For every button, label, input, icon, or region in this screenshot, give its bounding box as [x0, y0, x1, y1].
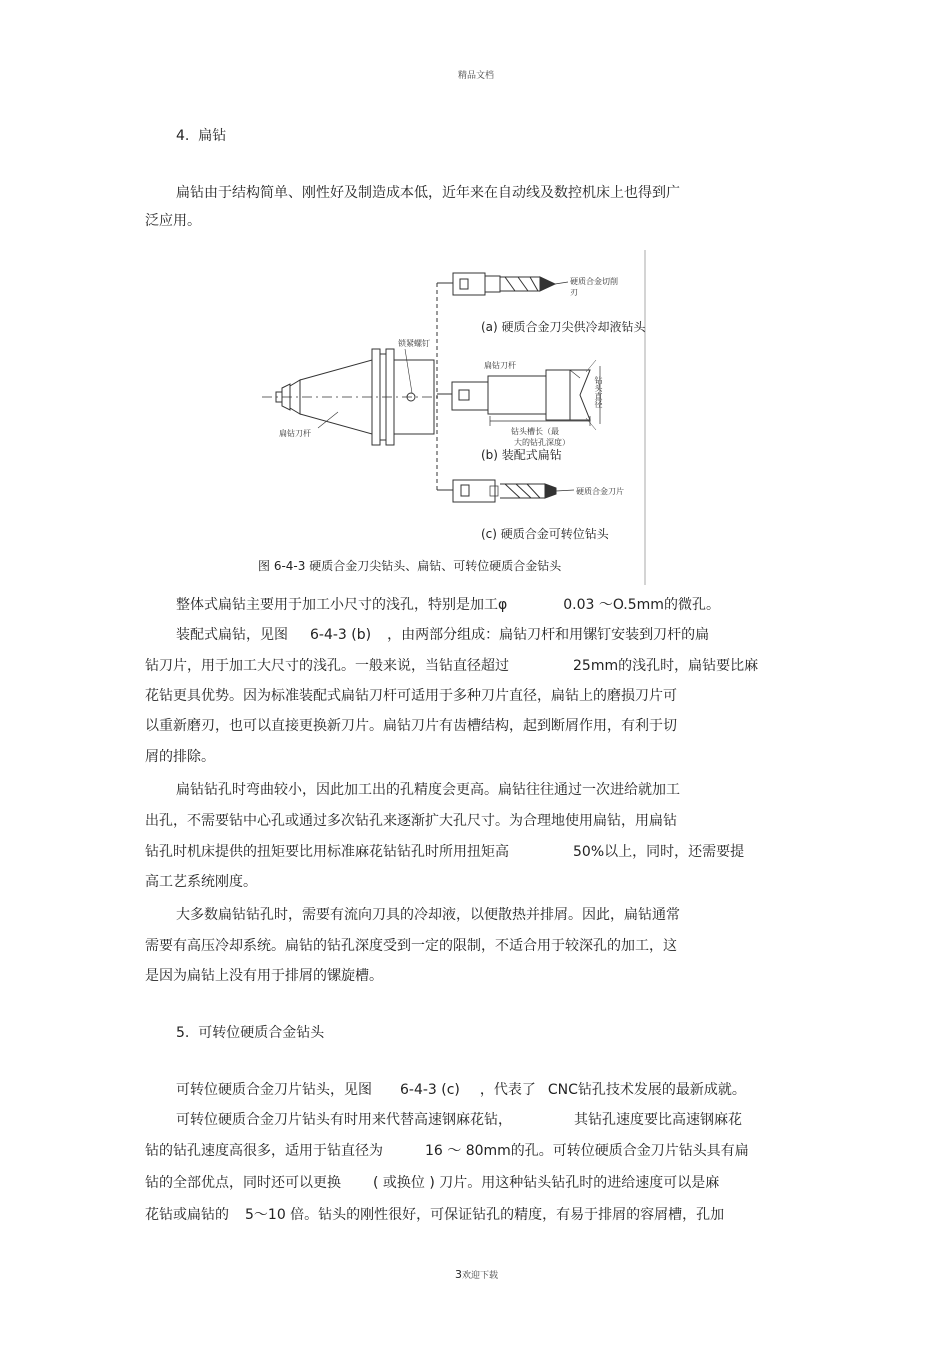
- para-1-text-b: 0.03 ～O.5mm的微孔。: [563, 597, 720, 613]
- para-6-line-4a: 花钻或扁钻的: [145, 1207, 229, 1223]
- para-1-line-1: [176, 595, 720, 615]
- label-locking-screw: 锁紧螺钉: [398, 339, 430, 348]
- para-6-line-3b: ( 或换位 ) 刀片。用这种钻头钻孔时的进给速度可以是麻: [373, 1175, 720, 1191]
- para-6-line-2a: 钻的钻孔速度高很多，适用于钻直径为: [145, 1143, 383, 1159]
- section-title: 扁钻: [198, 128, 227, 144]
- label-carbide-insert: 硬质合金刀片: [576, 487, 624, 496]
- para-4-line-1: 大多数扁钻钻孔时，需要有流向刀具的冷却液，以便散热并排屑。因此，扁钻通常: [176, 907, 680, 923]
- para-1-text-a: 整体式扁钻主要用于加工小尺寸的浅孔，特别是加工φ: [176, 597, 508, 613]
- drill-a-diagram: [453, 273, 568, 295]
- para-6-line-3a: 钻的全部优点，同时还可以更换: [145, 1175, 341, 1191]
- section-number: 5.: [176, 1025, 190, 1041]
- para-6-line-1: [176, 1110, 742, 1130]
- figure-caption: 图 6-4-3 硬质合金刀尖钻头、扁钻、可转位硬质合金钻头: [258, 559, 562, 573]
- para-3-line-3a: 钻孔时机床提供的扭矩要比用标准麻花钻钻孔时所用扭矩高: [145, 844, 509, 860]
- para-6-line-3: [145, 1173, 719, 1193]
- para-2-line-1: [176, 625, 709, 645]
- para-6-line-4: [145, 1205, 724, 1225]
- section-title: 可转位硬质合金钻头: [198, 1025, 325, 1041]
- section-5-heading: [176, 1023, 324, 1043]
- para-5-text-c: ，代表了: [479, 1082, 536, 1098]
- page-header: 精品文档: [458, 71, 495, 81]
- para-5-text-d: CNC钻孔技术发展的最新成就。: [547, 1082, 746, 1098]
- para-5-line-1: [176, 1080, 746, 1100]
- para-2-text-a: 装配式扁钻，见图: [176, 627, 288, 643]
- caption-b: (b) 装配式扁钻: [481, 448, 562, 462]
- para-3-line-1: 扁钻钻孔时弯曲较小，因此加工出的孔精度会更高。扁钻往往通过一次进给就加工: [176, 782, 680, 798]
- para-3-line-3b: 50%以上，同时，还需要提: [573, 844, 745, 860]
- para-5-text-a: 可转位硬质合金刀片钻头，见图: [176, 1082, 372, 1098]
- para-2-line-5: 屑的排除。: [145, 749, 215, 765]
- para-6-line-1b: 其钻孔速度要比高速钢麻花: [574, 1112, 742, 1128]
- caption-c: (c) 硬质合金可转位钻头: [481, 527, 609, 541]
- label-flat-drill-holder: 扁钻刀杆: [484, 361, 516, 370]
- para-4-line-2: 需要有高压冷却系统。扁钻的钻孔深度受到一定的限制，不适合用于较深孔的加工，这: [145, 938, 677, 954]
- para-6-line-2: [145, 1141, 749, 1161]
- para-3-line-2: 出孔，不需要钻中心孔或通过多次钻孔来逐渐扩大孔尺寸。为合理地使用扁钻，用扁钻: [145, 813, 677, 829]
- drill-b-diagram: [452, 360, 600, 430]
- para-2-line-2: [145, 656, 758, 676]
- label-flute-length-1: 钻头槽长（最: [511, 427, 559, 436]
- section-number: 4.: [176, 128, 190, 144]
- para-2-text-c: ，由两部分组成：扁钻刀杆和用镙钉安装到刀杆的扁: [387, 627, 710, 643]
- para-2-fig-ref: 6-4-3 (b): [310, 627, 372, 643]
- para-3-line-3: [145, 842, 744, 862]
- para-4-line-3: 是因为扁钻上没有用于排屑的镙旋槽。: [145, 968, 383, 984]
- para-5-fig-ref: 6-4-3 (c): [400, 1082, 460, 1098]
- label-carbide-tip-2: 刃: [570, 288, 578, 297]
- drill-c-diagram: [453, 480, 574, 502]
- page-number: 3: [455, 1268, 462, 1281]
- page-footer: [455, 1263, 498, 1282]
- para-6-line-2b: 16 ～ 80mm的孔。可转位硬质合金刀片钻头具有扁: [425, 1143, 749, 1159]
- intro-line-1: 扁钻由于结构简单、刚性好及制造成本低，近年来在自动线及数控机床上也得到广: [176, 185, 680, 201]
- para-3-line-4: 高工艺系统刚度。: [145, 874, 257, 890]
- label-drill-diameter: 钻头直径: [594, 376, 603, 408]
- para-2-line-2a: 钻刀片，用于加工大尺寸的浅孔。一般来说，当钻直径超过: [145, 658, 509, 674]
- label-flute-length-2: 大的钻孔深度）: [514, 438, 570, 447]
- para-2-line-2b: 25mm的浅孔时，扁钻要比麻: [573, 658, 759, 674]
- para-2-line-4: 以重新磨刃，也可以直接更换新刀片。扁钻刀片有齿槽结构，起到断屑作用，有利于切: [145, 718, 677, 734]
- para-2-line-3: 花钻更具优势。因为标准装配式扁钻刀杆可适用于多种刀片直径，扁钻上的磨损刀片可: [145, 688, 677, 704]
- label-carbide-tip: 硬质合金切削: [570, 277, 618, 286]
- caption-a: (a) 硬质合金刀尖供冷却液钻头: [481, 320, 646, 334]
- label-shank: 扁钻刀杆: [279, 429, 311, 438]
- para-6-line-1a: 可转位硬质合金刀片钻头有时用来代替高速钢麻花钻，: [176, 1112, 512, 1128]
- intro-line-2: 泛应用。: [145, 213, 201, 229]
- footer-text: 欢迎下载: [462, 1271, 499, 1281]
- para-6-line-4b: 5～10 倍。钻头的刚性很好，可保证钻孔的精度，有易于排屑的容屑槽，孔加: [245, 1207, 725, 1223]
